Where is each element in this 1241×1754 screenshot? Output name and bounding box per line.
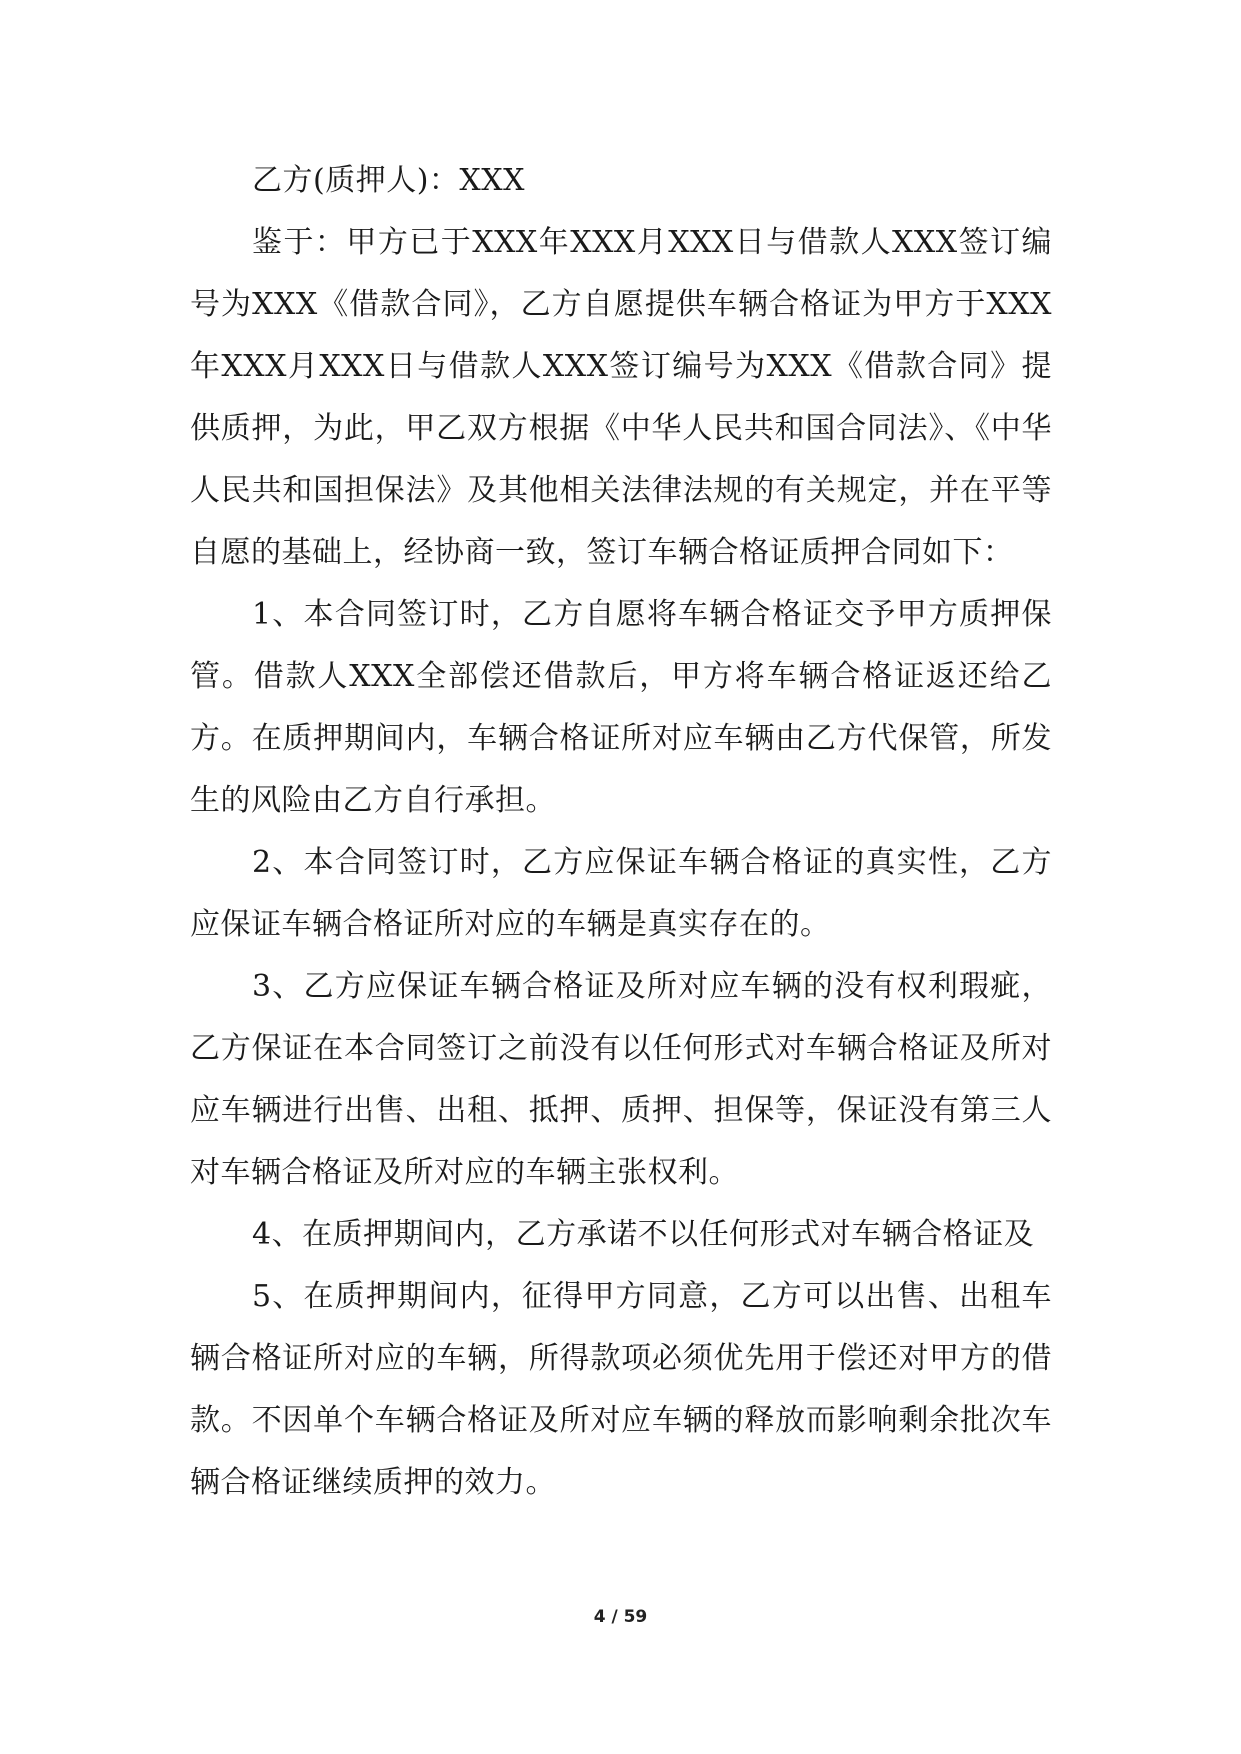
paragraph-party-b: 乙方(质押人)：XXX [252,163,525,198]
paragraph-clause-1: 1、本合同签订时，乙方自愿将车辆合格证交予甲方质押保管。借款人XXX全部偿还借款后，甲方将车辆合格证返还给乙方。在质押期间内，车辆合格证所对应车辆由乙方代保管，所发生的风险由乙方自行承担。 [190,597,1052,818]
paragraph-clause-4: 4、在质押期间内，乙方承诺不以任何形式对车辆合格证及 [252,1217,1035,1252]
page-number: 4 / 59 [593,1607,648,1627]
paragraph-whereas: 鉴于：甲方已于XXX年XXX月XXX日与借款人XXX签订编号为XXX《借款合同》，乙方自愿提供车辆合格证为甲方于XXX年XXX月XXX日与借款人XXX签订编号为XXX《借款合同》提供质押，为此，甲乙双方根据《中华人民共和国合同法》、《中华人民共和国担保法》及其他相关法律法规的有关规定，并在平等自愿的基础上，经协商一致，签订车辆合格证质押合同如下： [190,225,1052,570]
document-body [190,150,1052,1514]
paragraph-clause-5: 5、在质押期间内，征得甲方同意，乙方可以出售、出租车辆合格证所对应的车辆，所得款项必须优先用于偿还对甲方的借款。不因单个车辆合格证及所对应车辆的释放而影响剩余批次车辆合格证继续质押的效力。 [190,1279,1052,1500]
paragraph-clause-2: 2、本合同签订时，乙方应保证车辆合格证的真实性，乙方应保证车辆合格证所对应的车辆是真实存在的。 [190,845,1052,942]
paragraph-clause-3: 3、乙方应保证车辆合格证及所对应车辆的没有权利瑕疵，乙方保证在本合同签订之前没有以任何形式对车辆合格证及所对应车辆进行出售、出租、抵押、质押、担保等，保证没有第三人对车辆合格证及所对应的车辆主张权利。 [190,969,1052,1190]
